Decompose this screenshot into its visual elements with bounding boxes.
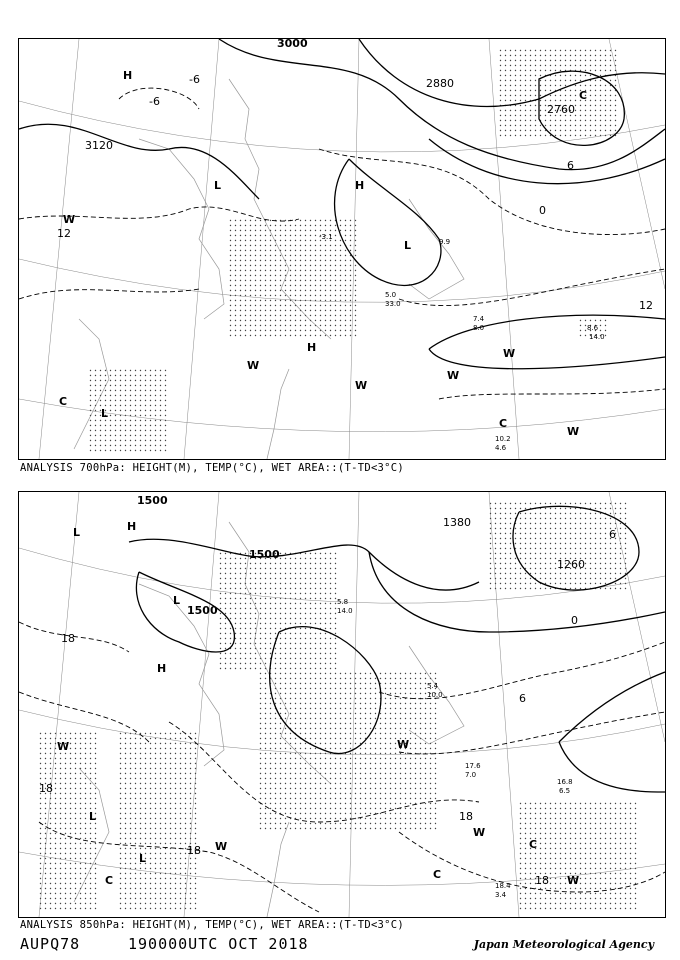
temp-label: 12 [639,299,653,312]
center-mark: W [447,369,460,382]
station-value: 14.0 [337,607,353,615]
station-value: 8.6 [587,324,599,332]
center-mark: L [173,594,181,607]
center-mark: H [355,179,365,192]
chart-code: AUPQ78 [20,935,81,953]
center-mark: L [404,239,412,252]
station-value: 33.0 [385,300,401,308]
height-label: 3000 [277,39,308,50]
center-mark: L [89,810,97,823]
station-value: 3.4 [495,891,507,899]
temp-label: 0 [571,614,578,627]
center-mark: W [247,359,260,372]
center-mark: C [529,838,538,851]
center-mark: H [307,341,317,354]
station-value: 17.6 [465,762,481,770]
center-mark: L [139,852,147,865]
center-mark: W [57,740,70,753]
center-mark: W [397,738,410,751]
height-label: 1380 [443,516,471,529]
station-value: 7.0 [465,771,477,779]
temp-label: 12 [57,227,71,240]
temp-label: 18 [61,632,75,645]
center-mark: W [355,379,368,392]
center-mark: C [59,395,68,408]
station-value: 8.0 [473,324,485,332]
panel-caption-700: ANALYSIS 700hPa: HEIGHT(M), TEMP(°C), WET AREA::(T-TD<3°C) [20,462,405,474]
station-value: 7.4 [473,315,485,323]
temp-label: 18 [535,874,549,887]
temp-label: 0 [539,204,546,217]
height-label: 2760 [547,103,575,116]
station-value: 4.6 [495,444,507,452]
wet-area-stipple [39,502,639,912]
map-850hpa-canvas [19,492,665,917]
temp-label: 6 [609,528,616,541]
station-value: 9.9 [439,238,451,246]
temp-label: -6 [149,95,160,108]
temp-label: 18 [459,810,473,823]
station-value: 5.8 [337,598,349,606]
height-label: 1260 [557,558,585,571]
center-mark: C [579,89,588,102]
height-label: 1500 [137,494,168,507]
station-value: 5.4 [427,682,439,690]
temp-label: -6 [189,73,200,86]
center-mark: L [101,407,109,420]
center-mark: W [215,840,228,853]
center-mark: W [63,213,76,226]
station-value: 10.0 [427,691,443,699]
height-label: 1500 [187,604,218,617]
map-850hpa [18,491,666,918]
panel-caption-850: ANALYSIS 850hPa: HEIGHT(M), TEMP(°C), WET AREA::(T-TD<3°C) [20,919,405,931]
center-mark: W [473,826,486,839]
temp-label: 18 [187,844,201,857]
center-mark: C [105,874,114,887]
temp-label: 18 [39,782,53,795]
height-label: 2880 [426,77,454,90]
station-value: 6.5 [559,787,571,795]
valid-time: 190000UTC OCT 2018 [128,935,309,953]
map-700hpa-canvas [19,39,665,459]
temp-label: 6 [519,692,526,705]
map-700hpa [18,38,666,460]
center-mark: L [214,179,222,192]
center-mark: H [123,69,133,82]
station-value: 16.8 [557,778,573,786]
station-value: 5.0 [385,291,397,299]
station-value: 14.0 [589,333,605,341]
height-label: 1500 [249,548,280,561]
center-mark: C [499,417,508,430]
station-value: 18.4 [495,882,511,890]
center-mark: W [567,874,580,887]
center-mark: C [433,868,442,881]
station-value: -3.1 [319,233,333,241]
center-mark: H [157,662,167,675]
temp-label: 6 [567,159,574,172]
station-value: 10.2 [495,435,511,443]
agency-name: Japan Meteorological Agency [473,938,654,951]
center-mark: L [73,526,81,539]
height-label: 3120 [85,139,113,152]
station-plots [319,233,605,452]
center-mark: W [503,347,516,360]
center-mark: W [567,425,580,438]
center-mark: H [127,520,137,533]
